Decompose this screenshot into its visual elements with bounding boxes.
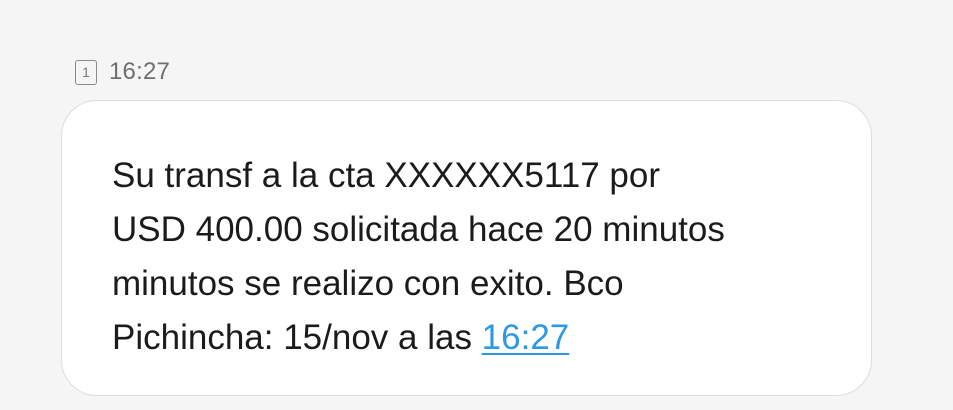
message-bubble[interactable]: [61, 100, 872, 396]
message-text: Su transf a la cta XXXXXX5117 por USD 400.00 solicitada hace 20 minutos minutos se realizo con exito. Bco Pichincha: 15/nov a las: [112, 156, 725, 357]
sim-card-icon: [75, 60, 97, 85]
sim-slot-number: 1: [82, 64, 90, 80]
message-meta: [75, 58, 170, 86]
time-link[interactable]: 16:27: [481, 318, 570, 357]
message-timestamp: 16:27: [109, 58, 171, 85]
message-body: [112, 149, 823, 365]
